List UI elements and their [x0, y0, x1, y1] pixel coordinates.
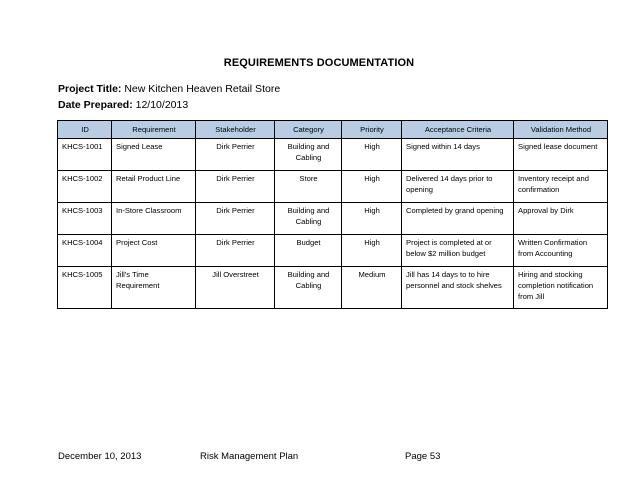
- cell-acceptance-criteria: Jill has 14 days to to hire personnel and stock shelves: [402, 267, 514, 309]
- requirements-table: [57, 120, 608, 309]
- cell-validation-method: Written Confirmation from Accounting: [514, 235, 608, 267]
- cell-id: KHCS-1001: [58, 139, 112, 171]
- date-prepared-label: Date Prepared:: [58, 99, 133, 111]
- cell-category: Building and Cabling: [275, 267, 342, 309]
- header-stakeholder: Stakeholder: [196, 121, 275, 139]
- cell-validation-method: Hiring and stocking completion notification from Jill: [514, 267, 608, 309]
- cell-priority: High: [342, 235, 402, 267]
- date-prepared-value: 12/10/2013: [135, 99, 189, 111]
- footer-date: December 10, 2013: [58, 451, 142, 462]
- cell-category: Building and Cabling: [275, 139, 342, 171]
- header-validation-method: Validation Method: [514, 121, 608, 139]
- cell-requirement: Signed Lease: [112, 139, 196, 171]
- table-row: [58, 267, 608, 309]
- project-title-value: New Kitchen Heaven Retail Store: [124, 83, 281, 95]
- document-title: REQUIREMENTS DOCUMENTATION: [223, 57, 415, 69]
- cell-requirement: Jill's Time Requirement: [112, 267, 196, 309]
- cell-id: KHCS-1005: [58, 267, 112, 309]
- cell-stakeholder: Jill Overstreet: [196, 267, 275, 309]
- table-row: [58, 171, 608, 203]
- footer-page-number: Page 53: [405, 451, 441, 462]
- cell-id: KHCS-1004: [58, 235, 112, 267]
- cell-category: Building and Cabling: [275, 203, 342, 235]
- cell-acceptance-criteria: Signed within 14 days: [402, 139, 514, 171]
- date-prepared-line: [58, 99, 188, 111]
- cell-validation-method: Inventory receipt and confirmation: [514, 171, 608, 203]
- cell-validation-method: Approval by Dirk: [514, 203, 608, 235]
- cell-category: Budget: [275, 235, 342, 267]
- cell-priority: High: [342, 203, 402, 235]
- cell-requirement: In-Store Classroom: [112, 203, 196, 235]
- cell-priority: High: [342, 139, 402, 171]
- cell-stakeholder: Dirk Perrier: [196, 203, 275, 235]
- header-priority: Priority: [342, 121, 402, 139]
- cell-acceptance-criteria: Completed by grand opening: [402, 203, 514, 235]
- header-id: ID: [58, 121, 112, 139]
- table-row: [58, 139, 608, 171]
- header-acceptance-criteria: Acceptance Criteria: [402, 121, 514, 139]
- table-row: [58, 203, 608, 235]
- cell-stakeholder: Dirk Perrier: [196, 139, 275, 171]
- cell-requirement: Project Cost: [112, 235, 196, 267]
- cell-requirement: Retail Product Line: [112, 171, 196, 203]
- header-requirement: Requirement: [112, 121, 196, 139]
- header-category: Category: [275, 121, 342, 139]
- footer-document-name: Risk Management Plan: [200, 451, 299, 462]
- table-row: [58, 235, 608, 267]
- cell-priority: Medium: [342, 267, 402, 309]
- table-header-row: [58, 121, 608, 139]
- project-title-label: Project Title:: [58, 83, 122, 95]
- cell-id: KHCS-1003: [58, 203, 112, 235]
- cell-acceptance-criteria: Project is completed at or below $2 million budget: [402, 235, 514, 267]
- cell-id: KHCS-1002: [58, 171, 112, 203]
- cell-category: Store: [275, 171, 342, 203]
- cell-acceptance-criteria: Delivered 14 days prior to opening: [402, 171, 514, 203]
- cell-validation-method: Signed lease document: [514, 139, 608, 171]
- cell-priority: High: [342, 171, 402, 203]
- cell-stakeholder: Dirk Perrier: [196, 171, 275, 203]
- cell-stakeholder: Dirk Perrier: [196, 235, 275, 267]
- project-title-line: [58, 83, 280, 95]
